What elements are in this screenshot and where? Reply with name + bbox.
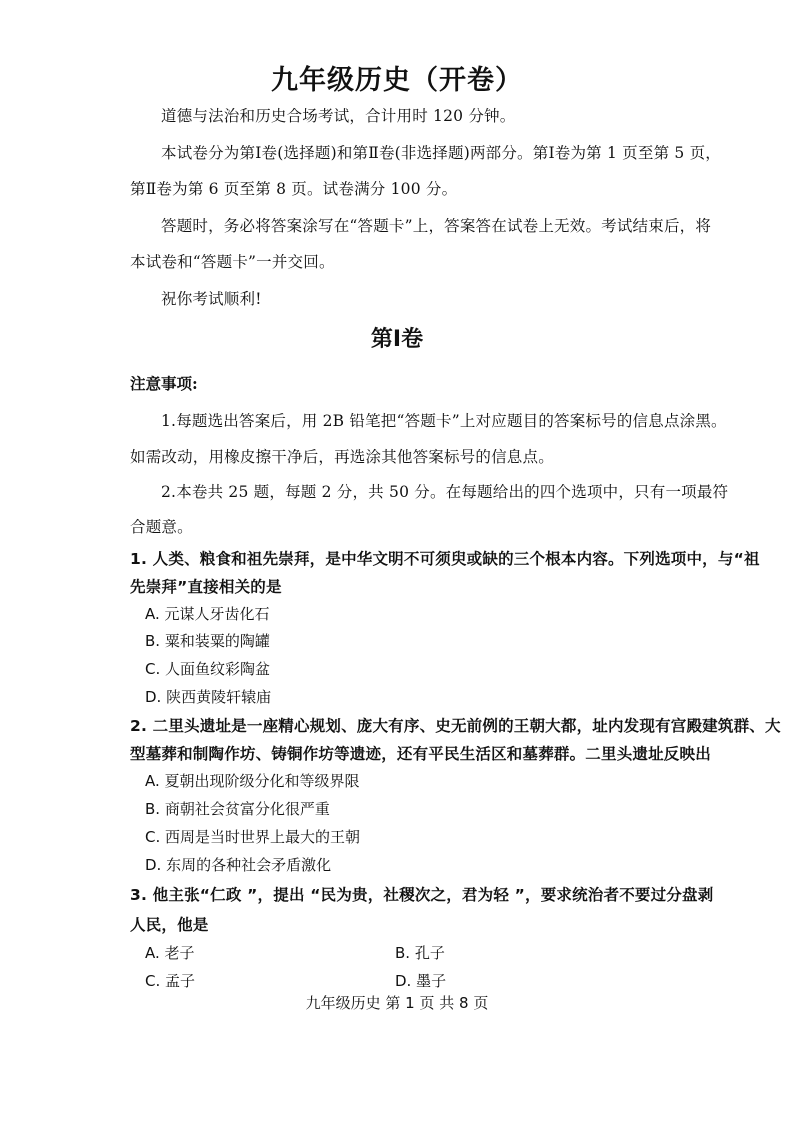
option-d: D. 东周的各种社会矛盾激化 (145, 856, 332, 874)
notice-line: 2.本卷共 25 题，每题 2 分，共 50 分。在每题给出的四个选项中，只有一项最符 (161, 483, 729, 501)
question-stem: 人民，他是 (130, 916, 209, 934)
question-stem: 2. 二里头遗址是一座精心规划、庞大有序、史无前例的王朝大都，址内发现有宫殿建筑群、大 (130, 717, 781, 735)
intro-line: 答题时，务必将答案涂写在“答题卡”上，答案答在试卷上无效。考试结束后，将 (161, 217, 712, 235)
question-stem: 3. 他主张“仁政 ”，提出 “民为贵，社稷次之，君为轻 ”，要求统治者不要过分盘剥 (130, 886, 714, 904)
question-stem: 先崇拜”直接相关的是 (130, 578, 282, 596)
option-a: A. 老子 (145, 944, 195, 962)
section-title: 第Ⅰ卷 (370, 327, 424, 352)
option-a: A. 元谋人牙齿化石 (145, 605, 270, 623)
option-c: C. 孟子 (145, 972, 196, 990)
question-stem: 型墓葬和制陶作坊、铸铜作坊等遗迹，还有平民生活区和墓葬群。二里头遗址反映出 (130, 745, 711, 763)
notice-heading: 注意事项: (130, 374, 198, 393)
option-a: A. 夏朝出现阶级分化和等级界限 (145, 772, 360, 790)
intro-line: 祝你考试顺利! (161, 290, 262, 308)
page-title: 九年级历史（开卷） (271, 65, 523, 96)
option-b: B. 粟和装粟的陶罐 (145, 632, 270, 650)
intro-line: 本试卷分为第Ⅰ卷(选择题)和第Ⅱ卷(非选择题)两部分。第Ⅰ卷为第 1 页至第 5 页， (161, 144, 722, 162)
option-b: B. 商朝社会贫富分化很严重 (145, 800, 330, 818)
question-stem: 1. 人类、粮食和祖先崇拜，是中华文明不可须臾或缺的三个根本内容。下列选项中，与“祖 (130, 550, 760, 568)
intro-line: 本试卷和“答题卡”一并交回。 (130, 253, 335, 271)
intro-line: 道德与法治和历史合场考试，合计用时 120 分钟。 (161, 107, 516, 125)
notice-line: 合题意。 (130, 518, 193, 536)
intro-line: 第Ⅱ卷为第 6 页至第 8 页。试卷满分 100 分。 (130, 180, 458, 198)
option-c: C. 人面鱼纹彩陶盆 (145, 660, 271, 678)
notice-line: 1.每题选出答案后，用 2B 铅笔把“答题卡”上对应题目的答案标号的信息点涂黑。 (161, 412, 727, 430)
option-b: B. 孔子 (395, 944, 445, 962)
option-c: C. 西周是当时世界上最大的王朝 (145, 828, 361, 846)
option-d: D. 陕西黄陵轩辕庙 (145, 688, 272, 706)
option-d: D. 墨子 (395, 972, 447, 990)
page-footer: 九年级历史 第 1 页 共 8 页 (305, 994, 489, 1012)
notice-line: 如需改动，用橡皮擦干净后，再选涂其他答案标号的信息点。 (130, 448, 554, 466)
